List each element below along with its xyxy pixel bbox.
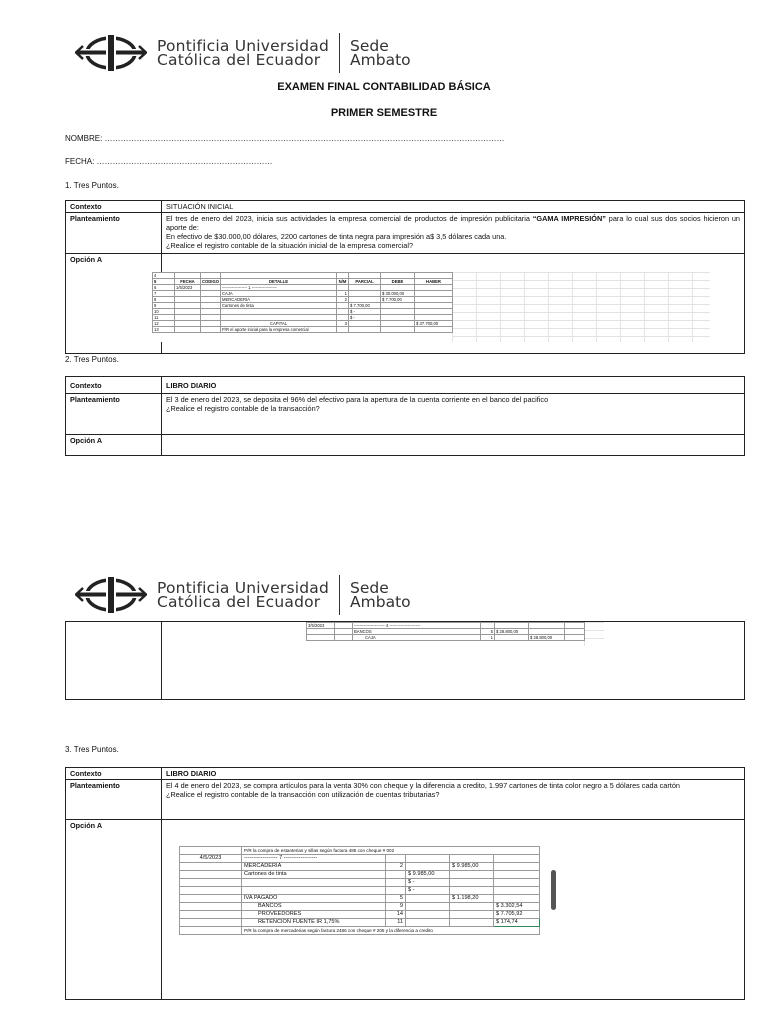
empty-amount: $ -: [349, 315, 381, 321]
header-codigo: CODIGO: [202, 279, 219, 284]
sede-line2: Ambato: [350, 593, 411, 611]
q3-planteamiento-label: Planteamiento: [66, 780, 162, 820]
bancos-debe: $ 28.800,00: [495, 629, 529, 635]
university-line2: Católica del Ecuador: [157, 593, 321, 611]
university-logo: [75, 33, 411, 73]
empty-amount: $ -: [406, 879, 450, 887]
header-detalle: DETALLE: [221, 279, 337, 285]
prov-haber: $ 7.705,92: [494, 911, 540, 919]
entry-date: 4/5/2023: [180, 855, 242, 863]
capital-nm: 3: [337, 321, 349, 327]
q2-contexto-label: Contexto: [66, 377, 162, 394]
entry-separator: ------------------ 1 ------------------: [221, 285, 337, 291]
row-number: 6: [153, 285, 175, 291]
scrollbar-thumb[interactable]: [551, 870, 556, 910]
q3-contexto-value: LIBRO DIARIO: [162, 768, 745, 780]
account-caja: CAJA: [221, 291, 337, 297]
sede-line1: Sede: [350, 579, 389, 597]
q1-plant-line2: En efectivo de $30.000,00 dólares, 2200 cartones de tinta negra para impresión a$ 3,5 dólares cada una.: [166, 232, 507, 241]
header-haber: HABER: [415, 279, 453, 285]
q3-plant-line1: El 4 de enero del 2023, se compra artículos para la venta 30% con cheque y la diferencia a credito, 1.997 cartones de tinta color negro a 5 dólares cada cartón: [166, 781, 680, 790]
subaccount-cartones: Cartones de tinta: [242, 871, 386, 879]
cross-emblem-icon: [75, 34, 147, 72]
capital-haber: $ 37.700,00: [415, 321, 453, 327]
q2-points: 2. Tres Puntos.: [65, 355, 119, 364]
caja-debe: $ 30.000,00: [381, 291, 415, 297]
merc-nm: 2: [337, 297, 349, 303]
row-number: 4: [153, 273, 175, 279]
empty-amount: $ -: [406, 887, 450, 895]
caja-nm: 1: [481, 635, 495, 641]
account-mercaderia: MERCADERIA: [221, 297, 337, 303]
logo-divider: [339, 575, 340, 615]
q1-sheet: [152, 272, 452, 342]
q2-continuation-label: [66, 622, 162, 700]
q1-sheet-grid: [452, 272, 710, 342]
entry-glosa: P/R el aporte inicial para la empresa comercial: [221, 327, 337, 333]
entry-glosa: P/R la compra de mercaderias según factura 2486 con cheque # 205 y la diferencia a credito: [242, 927, 540, 935]
q2-plant-question: ¿Realice el registro contable de la transacción?: [166, 404, 320, 413]
q3-plant-question: ¿Realice el registro contable de la transacción con utilización de cuentas tributarias?: [166, 790, 440, 799]
merc-nm: 2: [386, 863, 406, 871]
exam-title: EXAMEN FINAL CONTABILIDAD BÁSICA: [277, 81, 491, 93]
iva-nm: 5: [386, 895, 406, 903]
university-line2: Católica del Ecuador: [157, 51, 321, 69]
header-nm: N/M: [337, 279, 349, 285]
subaccount-cartones: Cartones de tinta: [221, 303, 337, 309]
q1-planteamiento-text: [162, 213, 745, 254]
ret-nm: 11: [386, 919, 406, 927]
merc-debe: $ 7.700,00: [381, 297, 415, 303]
university-line1: Pontificia Universidad: [157, 37, 330, 55]
q1-contexto-label: Contexto: [66, 201, 162, 213]
account-capital: CAPITAL: [221, 321, 337, 327]
account-proveedores: PROVEEDORES: [242, 911, 386, 919]
q2-ledger-table: [306, 622, 585, 641]
q2-sheet: [306, 622, 584, 646]
header-parcial: PARCIAL: [349, 279, 381, 285]
row-number: 12: [153, 321, 175, 327]
date-field: FECHA: …………………………………………………………: [65, 157, 273, 166]
bancos-nm: 5: [481, 629, 495, 635]
entry-date: 3/5/2023: [307, 623, 335, 629]
row-number: 9: [153, 303, 175, 309]
entry-separator: ------------------ 7 ------------------: [242, 855, 386, 863]
q2-planteamiento-label: Planteamiento: [66, 394, 162, 435]
q1-planteamiento-label: Planteamiento: [66, 213, 162, 254]
q3-ledger-table: [179, 846, 540, 935]
semester-title: PRIMER SEMESTRE: [330, 107, 438, 119]
q2-opcion-cell: [162, 435, 745, 456]
q2-planteamiento-text: [162, 394, 745, 435]
q1-company-name: “GAMA IMPRESIÓN”: [532, 214, 606, 223]
header-debe: DEBE: [381, 279, 415, 285]
account-iva-pagado: IVA PAGADO: [242, 895, 386, 903]
q2-table: [65, 376, 745, 456]
row-number: 11: [153, 315, 175, 321]
q2-plant-line1: El 3 de enero del 2023, se deposita el 96% del efectivo para la apertura de la cuenta corriente en el banco del pacifico: [166, 395, 549, 404]
account-mercaderia: MERCADERIA: [242, 863, 386, 871]
caja-nm: 1: [337, 291, 349, 297]
q1-contexto-value: SITUACIÓN INICIAL: [162, 201, 745, 213]
q2-contexto-value: LIBRO DIARIO: [162, 377, 745, 394]
cartones-parcial: $ 9.985,00: [406, 871, 450, 879]
merc-debe: $ 9.985,00: [450, 863, 494, 871]
empty-amount: $ -: [349, 309, 381, 315]
q3-points: 3. Tres Puntos.: [65, 745, 119, 754]
university-name: [157, 39, 329, 67]
bancos-nm: 9: [386, 903, 406, 911]
q1-points: 1. Tres Puntos.: [65, 181, 119, 190]
bancos-haber: $ 3.302,54: [494, 903, 540, 911]
sede-line1: Sede: [350, 37, 389, 55]
account-caja: CAJA: [353, 635, 481, 641]
cartones-parcial: $ 7.700,00: [349, 303, 381, 309]
account-bancos: BANCOS: [242, 903, 386, 911]
q2-sheet-grid: [584, 622, 604, 646]
q3-planteamiento-text: [162, 780, 745, 820]
university-logo: [75, 575, 411, 615]
row-number: 5: [153, 279, 175, 285]
caja-haber: $ 28.800,00: [529, 635, 565, 641]
q1-ledger-table: [152, 272, 453, 333]
q1-plant-question: ¿Realice el registro contable de la situación inicial de la empresa comercial?: [166, 241, 414, 250]
row-number: 13: [153, 327, 175, 333]
name-field: NOMBRE: ……………………………………………………………………………………………………………………………………: [65, 134, 505, 143]
university-name: [157, 581, 329, 609]
campus-name: [350, 39, 411, 67]
q3-opcion-label: Opción A: [66, 820, 162, 1000]
q3-contexto-label: Contexto: [66, 768, 162, 780]
ret-haber: $ 174,74: [494, 919, 540, 927]
row-number: 8: [153, 297, 175, 303]
sede-line2: Ambato: [350, 51, 411, 69]
campus-name: [350, 581, 411, 609]
iva-debe: $ 1.198,20: [450, 895, 494, 903]
entry-date: 1/5/2023: [175, 285, 201, 291]
prov-nm: 14: [386, 911, 406, 919]
university-line1: Pontificia Universidad: [157, 579, 330, 597]
header-fecha: FECHA: [175, 279, 201, 285]
row-number: 7: [153, 291, 175, 297]
logo-divider: [339, 33, 340, 73]
entry-separator: ---------------------- 4 ----------------------: [353, 623, 481, 629]
q2-opcion-label: Opción A: [66, 435, 162, 456]
row-number: 10: [153, 309, 175, 315]
top-glosa: P/R la compra de estanterias y sillas según factura 485 con cheque # 002: [242, 847, 540, 855]
q3-sheet: [179, 846, 561, 946]
account-retencion: RETENCION FUENTE IR 1,75%: [242, 919, 386, 927]
q1-opcion-label: Opción A: [66, 254, 162, 354]
q1-plant-part1: El tres de enero del 2023, inicia sus actividades la empresa comercial de productos de impresión publicitaria: [166, 214, 533, 223]
account-bancos: BANCOS: [353, 629, 481, 635]
q1-plant-part2: para lo cual sus dos socios hicieron un aporte de:: [166, 214, 740, 232]
cross-emblem-icon: [75, 576, 147, 614]
